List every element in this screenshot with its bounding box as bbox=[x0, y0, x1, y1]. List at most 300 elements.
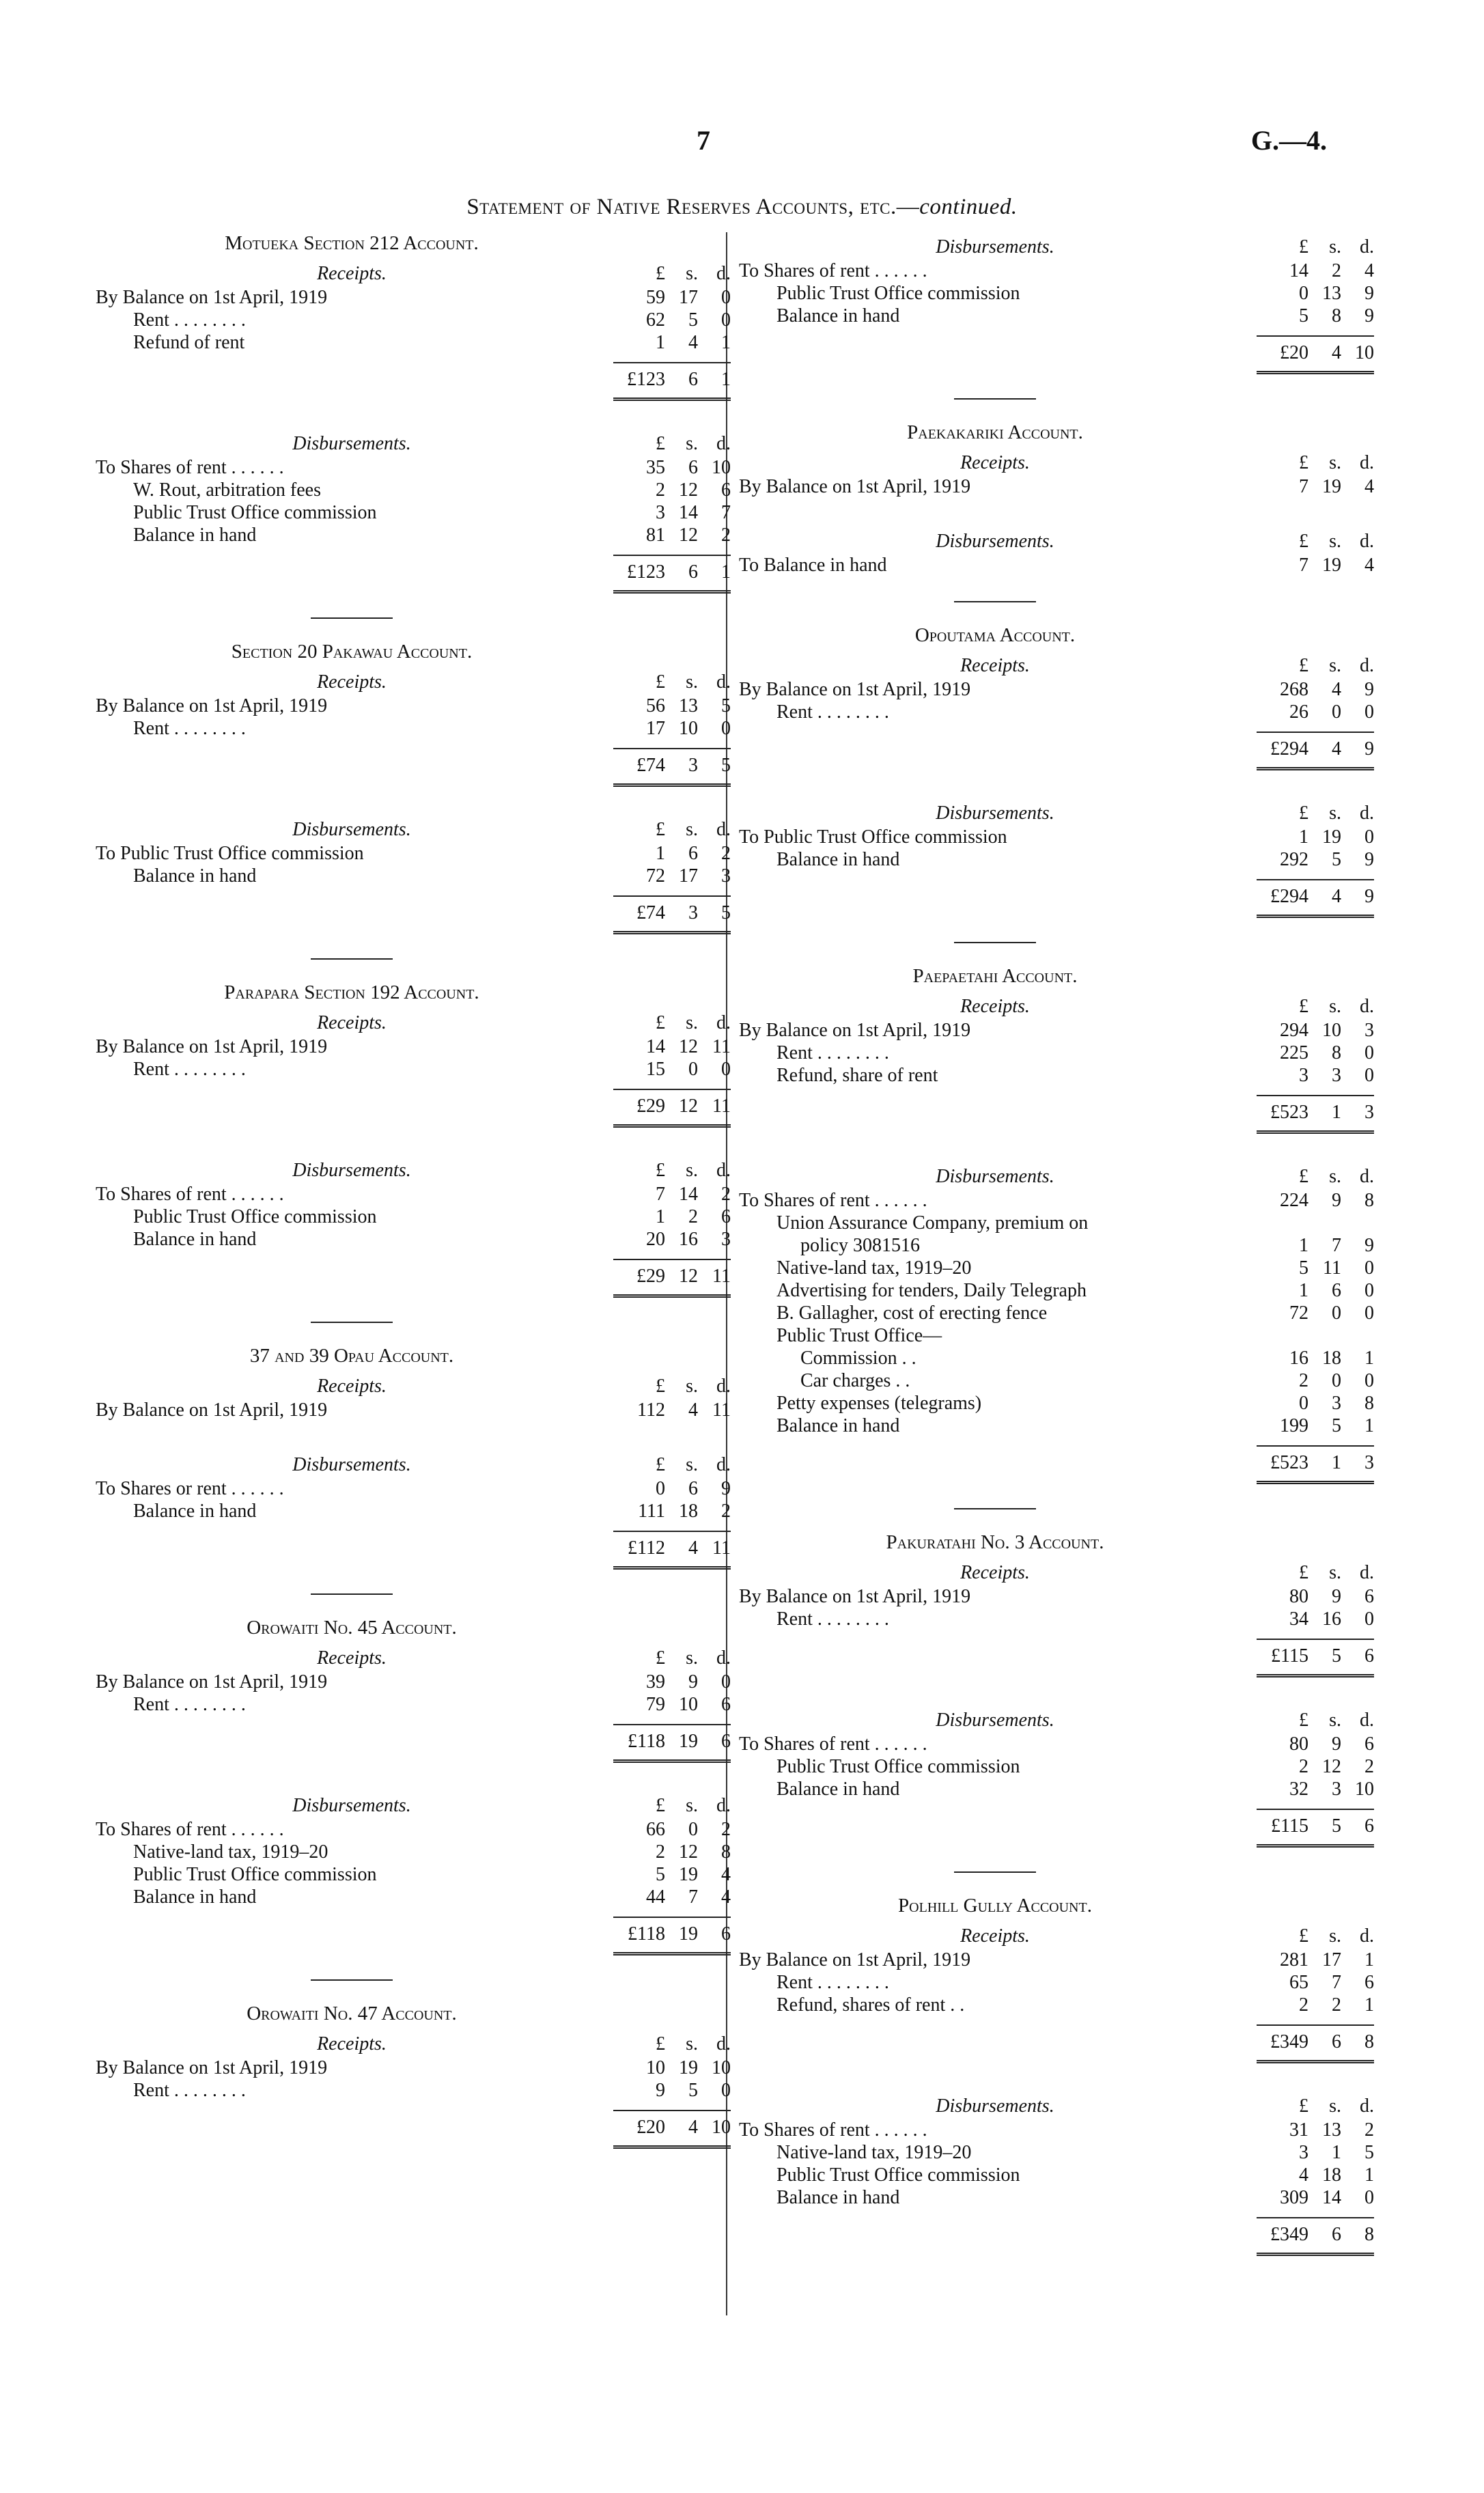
disbursements-lsd-header-shillings: s. bbox=[1329, 2095, 1341, 2117]
polhill-gully-account-disbursements-total bbox=[739, 2216, 1374, 2255]
line-description: To Shares of rent . . . . . . bbox=[739, 260, 927, 281]
continued-disbursements-section bbox=[739, 234, 1374, 374]
account-polhill-gully-account bbox=[739, 1895, 1374, 2255]
line-amount-pence: 6 bbox=[1364, 1733, 1374, 1755]
line-amount-pence: 0 bbox=[1364, 1280, 1374, 1301]
receipt-row bbox=[96, 2079, 731, 2102]
receipts-label: Receipts. bbox=[317, 1012, 387, 1033]
line-amount bbox=[608, 2079, 731, 2102]
receipt-row bbox=[96, 286, 731, 309]
total-rule-top bbox=[613, 1917, 731, 1918]
account-section-20-pakawau-account bbox=[96, 641, 731, 934]
line-amount-shillings: 14 bbox=[1322, 2187, 1341, 2208]
parapara-section-192-account-receipts-section bbox=[96, 1009, 731, 1127]
line-amount-pounds: 7 bbox=[656, 1184, 665, 1205]
total-amount-pence: 10 bbox=[712, 2117, 731, 2138]
total-rule-double bbox=[1257, 371, 1374, 376]
line-amount bbox=[608, 2057, 731, 2079]
disbursement-row bbox=[739, 1257, 1374, 1279]
line-amount bbox=[608, 331, 731, 354]
line-amount-pounds: 2 bbox=[656, 479, 665, 501]
line-amount bbox=[608, 1399, 731, 1421]
line-amount bbox=[1251, 282, 1374, 305]
line-description: To Shares of rent . . . . . . bbox=[96, 1819, 284, 1840]
line-amount-pounds: 80 bbox=[1289, 1733, 1308, 1755]
line-amount-shillings: 3 bbox=[1332, 1393, 1341, 1414]
total-rule-double bbox=[613, 1566, 731, 1571]
line-amount-shillings: 9 bbox=[1332, 1586, 1341, 1607]
line-amount bbox=[1251, 475, 1374, 498]
line-amount-shillings: 17 bbox=[679, 865, 698, 887]
line-amount-shillings: 16 bbox=[679, 1229, 698, 1250]
line-amount-pounds: 1 bbox=[656, 843, 665, 864]
line-amount-pence: 4 bbox=[721, 1886, 731, 1908]
disbursement-row bbox=[96, 479, 731, 501]
line-amount bbox=[1251, 1019, 1374, 1042]
disbursement-row bbox=[739, 1347, 1374, 1369]
total-amount bbox=[1251, 342, 1374, 364]
total-rule-top bbox=[1257, 1095, 1374, 1096]
line-amount-shillings: 17 bbox=[1322, 1949, 1341, 1970]
disbursement-row bbox=[96, 1841, 731, 1863]
line-description: By Balance on 1st April, 1919 bbox=[96, 695, 328, 716]
total-amount-pounds: £523 bbox=[1270, 1452, 1308, 1473]
total-amount-pence: 11 bbox=[712, 1266, 731, 1287]
line-description: By Balance on 1st April, 1919 bbox=[739, 1949, 971, 1970]
account-paepaetahi-account bbox=[739, 965, 1374, 1484]
disbursements-lsd-header bbox=[1251, 1166, 1374, 1188]
disbursements-lsd-header-shillings: s. bbox=[1329, 236, 1341, 257]
orowaiti-no-47-account-receipts-header bbox=[96, 2031, 731, 2057]
receipts-label: Receipts. bbox=[960, 996, 1030, 1017]
line-amount-shillings: 2 bbox=[1332, 260, 1341, 281]
line-amount-shillings: 7 bbox=[1332, 1235, 1341, 1256]
line-amount-pounds: 7 bbox=[1299, 476, 1308, 497]
account-title: Orowaiti No. 45 Account. bbox=[247, 1617, 457, 1639]
disbursement-row bbox=[96, 1500, 731, 1522]
disbursement-row bbox=[739, 1755, 1374, 1778]
disbursement-row bbox=[96, 501, 731, 524]
line-amount-pence: 0 bbox=[721, 309, 731, 331]
continued-disbursements-total bbox=[739, 334, 1374, 374]
opoutama-account-disbursements-total bbox=[739, 878, 1374, 917]
disbursement-row bbox=[96, 456, 731, 479]
line-amount-shillings: 7 bbox=[1332, 1972, 1341, 1993]
receipts-lsd-header-pounds: £ bbox=[1299, 655, 1308, 676]
line-amount-shillings: 5 bbox=[1332, 1415, 1341, 1436]
receipts-lsd-header-shillings: s. bbox=[1329, 452, 1341, 473]
line-amount-pounds: 66 bbox=[646, 1819, 665, 1840]
line-amount-pounds: 5 bbox=[1299, 305, 1308, 326]
line-amount bbox=[608, 479, 731, 501]
disbursement-row bbox=[739, 554, 1374, 576]
line-amount-pence: 8 bbox=[1364, 1393, 1374, 1414]
total-amount-shillings: 3 bbox=[688, 755, 698, 776]
receipts-lsd-header-pounds: £ bbox=[656, 671, 665, 693]
receipts-label: Receipts. bbox=[960, 452, 1030, 473]
line-amount bbox=[608, 717, 731, 740]
line-amount-pounds: 294 bbox=[1280, 1020, 1308, 1041]
opoutama-account-receipts-section bbox=[739, 652, 1374, 770]
line-description: Public Trust Office— bbox=[776, 1325, 942, 1346]
line-amount-shillings: 17 bbox=[679, 287, 698, 308]
line-description: Native-land tax, 1919–20 bbox=[776, 2142, 972, 2163]
total-amount-shillings: 1 bbox=[1332, 1102, 1341, 1123]
receipts-label: Receipts. bbox=[317, 671, 387, 693]
line-amount-pounds: 32 bbox=[1289, 1779, 1308, 1800]
disbursements-lsd-header-pence: d. bbox=[1360, 1166, 1374, 1187]
total-amount-shillings: 19 bbox=[679, 1731, 698, 1752]
line-amount-pence: 9 bbox=[1364, 305, 1374, 326]
line-amount-shillings: 10 bbox=[679, 1694, 698, 1715]
orowaiti-no-45-account-disbursements-header bbox=[96, 1792, 731, 1818]
opoutama-account-disbursements-header bbox=[739, 800, 1374, 826]
parapara-section-192-account-disbursements-total bbox=[96, 1257, 731, 1297]
line-amount-shillings: 9 bbox=[688, 1671, 698, 1693]
line-amount bbox=[608, 1863, 731, 1886]
account-separator bbox=[311, 958, 393, 960]
line-amount-pounds: 0 bbox=[1299, 1393, 1308, 1414]
receipt-row bbox=[739, 1019, 1374, 1042]
account-orowaiti-no-47-account bbox=[96, 2003, 731, 2148]
total-amount-pence: 6 bbox=[721, 1923, 731, 1945]
line-amount-pounds: 15 bbox=[646, 1059, 665, 1080]
receipt-row bbox=[96, 717, 731, 740]
line-amount bbox=[608, 1206, 731, 1228]
line-amount-shillings: 18 bbox=[1322, 1348, 1341, 1369]
disbursements-lsd-header-pounds: £ bbox=[656, 1160, 665, 1181]
total-amount-pence: 3 bbox=[1364, 1102, 1374, 1123]
line-amount-shillings: 0 bbox=[1332, 1303, 1341, 1324]
line-amount bbox=[1251, 1415, 1374, 1437]
receipts-lsd-header-pence: d. bbox=[1360, 655, 1374, 676]
total-amount bbox=[608, 1537, 731, 1559]
total-rule-double bbox=[613, 1124, 731, 1129]
polhill-gully-account-receipts-section bbox=[739, 1923, 1374, 2063]
receipt-row bbox=[739, 475, 1374, 498]
total-amount-pounds: £294 bbox=[1270, 738, 1308, 760]
line-amount bbox=[1251, 1733, 1374, 1755]
total-amount bbox=[608, 2117, 731, 2139]
total-amount bbox=[1251, 1102, 1374, 1124]
line-description: Balance in hand bbox=[133, 865, 257, 887]
line-amount-pounds: 268 bbox=[1280, 679, 1308, 700]
line-description: Refund, shares of rent . . bbox=[776, 1994, 965, 2016]
disbursement-row bbox=[96, 1206, 731, 1228]
receipts-lsd-header bbox=[1251, 1562, 1374, 1584]
receipts-lsd-header-pounds: £ bbox=[656, 263, 665, 284]
line-amount-pence: 2 bbox=[721, 525, 731, 546]
paepaetahi-account-receipts-header bbox=[739, 993, 1374, 1019]
line-amount bbox=[1251, 1042, 1374, 1064]
line-amount-pence: 0 bbox=[1364, 2187, 1374, 2208]
line-amount-pence: 3 bbox=[721, 865, 731, 887]
line-description: By Balance on 1st April, 1919 bbox=[96, 287, 328, 308]
line-amount bbox=[1251, 1608, 1374, 1630]
disbursements-lsd-header-pence: d. bbox=[716, 1795, 731, 1816]
disbursement-row bbox=[739, 1234, 1374, 1257]
section-gap bbox=[739, 1133, 1374, 1162]
line-amount-pence: 10 bbox=[712, 2057, 731, 2078]
line-description: By Balance on 1st April, 1919 bbox=[739, 1020, 971, 1041]
account-paekakariki-account bbox=[739, 421, 1374, 576]
disbursement-row bbox=[96, 865, 731, 887]
disbursements-lsd-header-shillings: s. bbox=[686, 1160, 698, 1181]
disbursements-lsd-header-shillings: s. bbox=[686, 819, 698, 840]
line-amount bbox=[1251, 701, 1374, 723]
line-amount-pounds: 34 bbox=[1289, 1608, 1308, 1630]
line-description: policy 3081516 bbox=[800, 1235, 920, 1256]
disbursements-lsd-header-pounds: £ bbox=[1299, 803, 1308, 824]
total-amount-pence: 9 bbox=[1364, 738, 1374, 760]
37-and-39-opau-account-receipts-section bbox=[96, 1373, 731, 1421]
disbursement-row bbox=[739, 1415, 1374, 1437]
line-amount-pence: 10 bbox=[1355, 1779, 1374, 1800]
total-amount-pence: 1 bbox=[721, 369, 731, 390]
disbursements-lsd-header-pence: d. bbox=[1360, 236, 1374, 257]
account-separator bbox=[954, 1508, 1036, 1509]
total-amount-pence: 11 bbox=[712, 1096, 731, 1117]
line-amount-pounds: 59 bbox=[646, 287, 665, 308]
line-amount-pence: 10 bbox=[712, 457, 731, 478]
line-amount-pounds: 7 bbox=[1299, 555, 1308, 576]
total-rule-double bbox=[613, 398, 731, 402]
line-description: Rent . . . . . . . . bbox=[133, 1694, 246, 1715]
total-amount-shillings: 3 bbox=[688, 902, 698, 923]
disbursements-lsd-header-pence: d. bbox=[716, 819, 731, 840]
line-amount-pounds: 5 bbox=[1299, 1257, 1308, 1279]
motueka-section-212-account-disbursements-header bbox=[96, 430, 731, 456]
line-description: Rent . . . . . . . . bbox=[776, 701, 889, 723]
paekakariki-account-disbursements-section bbox=[739, 528, 1374, 576]
line-amount-pence: 8 bbox=[1364, 1190, 1374, 1211]
receipts-lsd-header-shillings: s. bbox=[1329, 655, 1341, 676]
receipt-row bbox=[96, 1693, 731, 1716]
line-description: To Shares of rent . . . . . . bbox=[739, 2119, 927, 2141]
disbursements-lsd-header-pounds: £ bbox=[656, 1454, 665, 1475]
receipts-lsd-header-pounds: £ bbox=[1299, 1925, 1308, 1947]
total-rule-double bbox=[613, 1759, 731, 1764]
line-amount-pounds: 17 bbox=[646, 718, 665, 739]
line-amount-shillings: 4 bbox=[688, 1399, 698, 1421]
line-amount-shillings: 12 bbox=[679, 479, 698, 501]
line-amount-shillings: 5 bbox=[688, 309, 698, 331]
line-description: Balance in hand bbox=[776, 1415, 900, 1436]
disbursement-row bbox=[739, 1212, 1374, 1234]
line-description: Balance in hand bbox=[133, 525, 257, 546]
paekakariki-account-receipts-header bbox=[739, 449, 1374, 475]
total-amount-pounds: £112 bbox=[628, 1537, 665, 1559]
total-rule-top bbox=[1257, 335, 1374, 337]
line-amount-pence: 4 bbox=[1364, 476, 1374, 497]
line-amount-pounds: 111 bbox=[638, 1501, 665, 1522]
section-20-pakawau-account-disbursements-header bbox=[96, 816, 731, 842]
line-amount-shillings: 5 bbox=[688, 2080, 698, 2101]
right-column bbox=[739, 232, 1374, 2255]
disbursements-lsd-header-pence: d. bbox=[1360, 1710, 1374, 1731]
line-description: To Shares of rent . . . . . . bbox=[96, 457, 284, 478]
line-amount bbox=[1251, 1949, 1374, 1971]
line-amount-shillings: 19 bbox=[1322, 826, 1341, 848]
total-rule-double bbox=[1257, 2060, 1374, 2065]
disbursement-row bbox=[739, 826, 1374, 848]
line-amount-pence: 0 bbox=[721, 2080, 731, 2101]
line-amount-pounds: 44 bbox=[646, 1886, 665, 1908]
account-opoutama-account bbox=[739, 624, 1374, 917]
disbursements-lsd-header-pence: d. bbox=[716, 433, 731, 454]
line-amount-pounds: 2 bbox=[656, 1841, 665, 1863]
line-amount-shillings: 19 bbox=[1322, 476, 1341, 497]
line-amount-pence: 2 bbox=[1364, 1756, 1374, 1777]
line-amount-pounds: 9 bbox=[656, 2080, 665, 2101]
line-amount-pounds: 1 bbox=[1299, 1235, 1308, 1256]
line-amount bbox=[608, 1886, 731, 1908]
total-amount-shillings: 4 bbox=[1332, 342, 1341, 363]
motueka-section-212-account-disbursements-total bbox=[96, 553, 731, 593]
receipts-lsd-header-pounds: £ bbox=[656, 2033, 665, 2055]
line-amount-pence: 3 bbox=[1364, 1020, 1374, 1041]
motueka-section-212-account-receipts-section bbox=[96, 260, 731, 400]
receipts-lsd-header-pence: d. bbox=[1360, 1925, 1374, 1947]
polhill-gully-account-disbursements-section bbox=[739, 2093, 1374, 2255]
total-amount bbox=[1251, 886, 1374, 908]
line-description: To Shares of rent . . . . . . bbox=[96, 1184, 284, 1205]
total-amount bbox=[608, 1731, 731, 1753]
total-rule-top bbox=[613, 895, 731, 897]
disbursements-label: Disbursements. bbox=[292, 1160, 411, 1181]
line-amount bbox=[1251, 1189, 1374, 1212]
pakuratahi-no-3-account-disbursements-total bbox=[739, 1807, 1374, 1847]
orowaiti-no-45-account-disbursements-section bbox=[96, 1792, 731, 1955]
line-amount bbox=[608, 1477, 731, 1500]
line-amount-shillings: 13 bbox=[679, 695, 698, 716]
line-amount-shillings: 6 bbox=[688, 1478, 698, 1499]
line-amount-shillings: 3 bbox=[1332, 1065, 1341, 1086]
line-amount-pence: 2 bbox=[721, 1819, 731, 1840]
total-amount-pounds: £294 bbox=[1270, 886, 1308, 907]
receipts-lsd-header-pence: d. bbox=[716, 1647, 731, 1669]
line-amount-pence: 0 bbox=[1364, 701, 1374, 723]
disbursement-row bbox=[96, 1818, 731, 1841]
opoutama-account-receipts-total bbox=[739, 730, 1374, 770]
account-separator bbox=[954, 1871, 1036, 1873]
line-amount-pence: 6 bbox=[721, 479, 731, 501]
line-amount-pounds: 1 bbox=[1299, 1280, 1308, 1301]
parapara-section-192-account-disbursements-header bbox=[96, 1157, 731, 1183]
disbursement-row bbox=[739, 2164, 1374, 2186]
line-amount bbox=[1251, 1778, 1374, 1800]
disbursements-lsd-header-shillings: s. bbox=[686, 1454, 698, 1475]
line-amount bbox=[1251, 2141, 1374, 2164]
line-description: Refund, share of rent bbox=[776, 1065, 938, 1086]
total-amount-shillings: 4 bbox=[688, 2117, 698, 2138]
line-description: Commission . . bbox=[800, 1348, 916, 1369]
line-description: Public Trust Office commission bbox=[776, 2164, 1020, 2186]
line-amount-pence: 0 bbox=[1364, 1065, 1374, 1086]
paepaetahi-account-receipts-total bbox=[739, 1094, 1374, 1133]
statement-title-continued: continued. bbox=[919, 195, 1018, 219]
line-amount bbox=[608, 1500, 731, 1522]
line-amount-pounds: 281 bbox=[1280, 1949, 1308, 1970]
receipt-row bbox=[739, 1971, 1374, 1994]
line-description: Balance in hand bbox=[776, 2187, 900, 2208]
disbursements-label: Disbursements. bbox=[292, 433, 411, 454]
disbursements-lsd-header-pounds: £ bbox=[656, 1795, 665, 1816]
total-amount-shillings: 19 bbox=[679, 1923, 698, 1945]
line-amount-shillings: 10 bbox=[679, 718, 698, 739]
total-amount-pounds: £523 bbox=[1270, 1102, 1308, 1123]
line-amount bbox=[1251, 848, 1374, 871]
disbursement-row bbox=[96, 1183, 731, 1206]
disbursements-lsd-header bbox=[1251, 1710, 1374, 1731]
line-description: Advertising for tenders, Daily Telegraph bbox=[776, 1280, 1087, 1301]
total-rule-double bbox=[613, 1952, 731, 1957]
line-amount-shillings: 19 bbox=[679, 1864, 698, 1885]
line-amount-shillings: 9 bbox=[1332, 1733, 1341, 1755]
line-amount-pounds: 26 bbox=[1289, 701, 1308, 723]
orowaiti-no-45-account-receipts-header bbox=[96, 1645, 731, 1671]
disbursements-lsd-header-pence: d. bbox=[1360, 803, 1374, 824]
line-description: Rent . . . . . . . . bbox=[776, 1972, 889, 1993]
total-rule-top bbox=[613, 1089, 731, 1090]
line-amount-pence: 0 bbox=[721, 287, 731, 308]
line-amount-shillings: 18 bbox=[679, 1501, 698, 1522]
disbursement-row bbox=[96, 1886, 731, 1908]
line-amount bbox=[1251, 1585, 1374, 1608]
line-amount-shillings: 3 bbox=[1332, 1779, 1341, 1800]
line-amount-pence: 0 bbox=[1364, 1042, 1374, 1063]
disbursements-lsd-header bbox=[1251, 236, 1374, 258]
paepaetahi-account-disbursements-header bbox=[739, 1163, 1374, 1189]
disbursements-lsd-header-pence: d. bbox=[1360, 531, 1374, 552]
line-amount-pence: 1 bbox=[1364, 1415, 1374, 1436]
line-amount-pence: 4 bbox=[721, 1864, 731, 1885]
line-amount-shillings: 12 bbox=[679, 1036, 698, 1057]
line-amount-shillings: 0 bbox=[1332, 701, 1341, 723]
disbursements-lsd-header bbox=[608, 1160, 731, 1182]
disbursement-row bbox=[739, 2119, 1374, 2141]
line-amount bbox=[1251, 1234, 1374, 1257]
line-amount-shillings: 11 bbox=[1323, 1257, 1341, 1279]
motueka-section-212-account-receipts-total bbox=[96, 361, 731, 400]
line-description: Petty expenses (telegrams) bbox=[776, 1393, 982, 1414]
total-amount-shillings: 12 bbox=[679, 1266, 698, 1287]
line-description: Rent . . . . . . . . bbox=[776, 1608, 889, 1630]
total-rule-double bbox=[1257, 767, 1374, 772]
line-amount-pence: 8 bbox=[721, 1841, 731, 1863]
receipt-row bbox=[739, 701, 1374, 723]
37-and-39-opau-account-receipts-header bbox=[96, 1373, 731, 1399]
line-description: By Balance on 1st April, 1919 bbox=[739, 1586, 971, 1607]
paepaetahi-account-receipts-section bbox=[739, 993, 1374, 1133]
account-separator bbox=[311, 1322, 393, 1323]
line-amount-pence: 1 bbox=[1364, 1348, 1374, 1369]
document-code: G.—4. bbox=[1250, 125, 1327, 156]
section-gap bbox=[739, 2063, 1374, 2091]
line-amount-pence: 1 bbox=[1364, 2164, 1374, 2186]
parapara-section-192-account-disbursements-section bbox=[96, 1157, 731, 1297]
total-rule-double bbox=[1257, 1130, 1374, 1135]
orowaiti-no-45-account-disbursements-total bbox=[96, 1915, 731, 1955]
disbursements-lsd-header-pounds: £ bbox=[656, 819, 665, 840]
line-amount-pence: 4 bbox=[1364, 555, 1374, 576]
disbursement-row bbox=[96, 1228, 731, 1251]
account-title: Parapara Section 192 Account. bbox=[224, 981, 479, 1003]
total-amount-shillings: 6 bbox=[1332, 2224, 1341, 2245]
disbursement-row bbox=[739, 1279, 1374, 1302]
line-amount-pounds: 3 bbox=[1299, 1065, 1308, 1086]
line-amount bbox=[608, 286, 731, 309]
